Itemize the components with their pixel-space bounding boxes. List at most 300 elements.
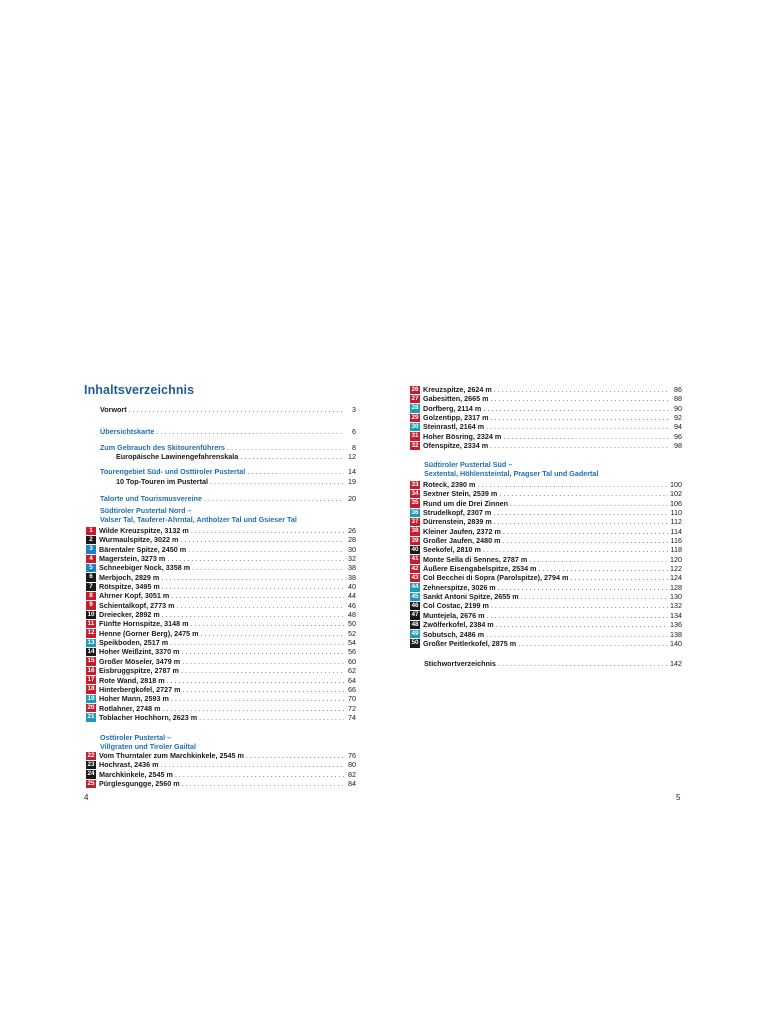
toc-entry-text: Bärentaler Spitze, 2450 m [99,544,187,554]
toc-entry-text: Sankt Antoni Spitze, 2655 m [423,592,519,602]
tour-entry [410,555,682,564]
toc-entry-title [410,555,527,564]
toc-entry-title [410,441,488,450]
tour-entry [410,639,682,648]
index-entry [424,659,682,668]
tour-entry [86,713,356,722]
toc-entry-title [86,657,180,666]
toc-entry-title [86,751,244,760]
toc-entry-text: Magerstein, 3273 m [99,554,166,564]
toc-entry-page: 20 [348,494,356,504]
tour-entry [410,508,682,517]
toc-entry-page: 26 [348,526,356,535]
dot-leader [499,489,668,498]
toc-entry-page: 14 [348,467,356,477]
toc-entry-text: Talorte und Tourismusvereine [100,494,202,504]
toc-entry-page: 142 [670,659,682,668]
toc-entry-title [86,545,186,554]
tour-number-badge: 18 [87,685,95,693]
tour-number-badge: 4 [86,555,96,563]
tour-number-badge: 50 [411,639,419,647]
toc-entry-text: Hoher Weißzint, 3370 m [99,647,180,657]
dot-leader [493,508,668,517]
dot-leader [183,685,345,694]
toc-entry-title [410,536,501,545]
tour-list-ost [87,751,356,789]
toc-entry-title [86,704,161,713]
tour-number-badge: 19 [87,694,95,702]
toc-entry-title [116,452,238,461]
folio-left: 4 [84,793,89,802]
tour-entry [410,489,682,498]
front-entry [100,443,356,452]
front-entry [100,467,356,476]
toc-entry-page: 62 [348,666,356,676]
toc-entry-page: 30 [348,544,356,554]
toc-entry-text: Henne (Gorner Berg), 2475 m [99,628,199,638]
toc-entry-text: Marchkinkele, 2545 m [99,769,173,779]
toc-entry-text: Ahrner Kopf, 3051 m [99,591,170,601]
tour-number-badge: 7 [86,583,96,591]
tour-number-badge: 29 [411,413,419,421]
toc-entry-page: 28 [348,535,356,545]
toc-entry-title [86,535,178,544]
tour-entry [86,638,356,647]
toc-entry-page: 84 [348,779,356,789]
dot-leader [477,480,668,489]
tour-entry [410,517,682,526]
toc-entry-title [86,591,169,600]
dot-leader [510,499,668,508]
dot-leader [167,676,344,685]
dot-leader [199,713,344,722]
tour-number-badge: 42 [411,564,419,572]
dot-leader [494,517,669,526]
dot-leader [498,583,668,592]
tour-number-badge: 31 [411,432,419,440]
tour-entry [86,779,356,788]
tour-entry [86,704,356,713]
toc-entry-title [410,573,568,582]
toc-entry-title [410,508,491,517]
toc-entry-page: 46 [348,600,356,610]
section-ost-heading [100,733,356,751]
toc-entry-page: 40 [348,582,356,592]
tour-number-badge: 34 [411,489,419,497]
front-entry [100,452,356,461]
toc-entry-page: 90 [674,403,682,413]
tour-entry [86,554,356,563]
toc-entry-text: Vorwort [100,405,127,414]
toc-entry-page: 132 [670,601,682,611]
toc-entry-page: 102 [670,489,682,499]
toc-entry-text: Übersichtskarte [100,427,155,437]
dot-leader [190,619,344,628]
section-nord-line1: Südtiroler Pustertal Nord – [100,506,192,515]
toc-entry-text: Hoher Mann, 2593 m [99,694,169,704]
dot-leader [182,779,344,788]
tour-number-badge: 33 [411,480,419,488]
tour-entry [86,666,356,675]
toc-entry-page: 8 [352,442,356,452]
toc-entry-page: 64 [348,675,356,685]
tour-entry [410,404,682,413]
front-entry [100,427,356,436]
tour-entry [86,760,356,769]
tour-entry [86,563,356,572]
dot-leader [163,704,344,713]
toc-entry-text: Europäische Lawinengefahrenskala [116,452,239,462]
toc-entry-page: 98 [674,441,682,451]
tour-number-badge: 14 [87,647,95,655]
dot-leader [503,432,670,441]
dot-leader [182,647,344,656]
toc-entry-title [86,629,198,638]
toc-entry-page: 56 [348,647,356,657]
dot-leader [490,441,670,450]
tour-number-badge: 25 [87,779,95,787]
tour-number-badge: 46 [411,601,419,609]
dot-leader [494,385,670,394]
toc-entry-title [86,666,179,675]
toc-entry-page: 106 [670,498,682,508]
toc-entry-text: Zwölferkofel, 2384 m [423,620,494,630]
dot-leader [529,555,668,564]
tour-entry [86,619,356,628]
dot-leader [483,404,670,413]
toc-entry-text: Seekofel, 2810 m [423,545,481,555]
toc-entry-page: 72 [348,703,356,713]
dot-leader [200,629,344,638]
toc-entry-text: Golzentipp, 2317 m [423,413,489,423]
tour-number-badge: 6 [86,573,96,581]
front-entry [100,494,356,503]
toc-entry-page: 110 [670,508,682,518]
tour-entry [410,441,682,450]
toc-entry-text: Dreiecker, 2892 m [99,610,160,620]
tour-entry [410,480,682,489]
toc-entry-title [410,630,484,639]
toc-entry-title [86,563,190,572]
dot-leader [161,573,344,582]
toc-title: Inhaltsverzeichnis [84,383,195,397]
tour-number-badge: 17 [87,676,95,684]
dot-leader [503,536,669,545]
toc-entry-title [86,638,168,647]
toc-entry-text: Sextner Stein, 2539 m [423,489,498,499]
toc-entry-page: 86 [674,385,682,394]
dot-leader [240,452,344,461]
toc-entry-title [86,601,175,610]
tour-entry [410,583,682,592]
toc-entry-title [410,499,508,508]
toc-entry-page: 96 [674,431,682,441]
toc-entry-title [86,573,159,582]
dot-leader [496,620,668,629]
toc-entry-title [410,545,481,554]
toc-entry-text: Stichwortverzeichnis [424,659,496,668]
tour-number-badge: 38 [411,527,419,535]
toc-entry-title [86,760,159,769]
tour-number-badge: 9 [86,601,96,609]
tour-number-badge: 21 [87,713,95,721]
toc-entry-title [86,713,197,722]
toc-entry-page: 124 [670,573,682,583]
tour-entry [86,685,356,694]
tour-entry [86,591,356,600]
tour-list-sued [411,480,682,648]
dot-leader [247,467,344,476]
toc-entry-page: 66 [348,684,356,694]
toc-entry-text: Toblacher Hochhorn, 2623 m [99,712,198,722]
toc-entry-page: 48 [348,610,356,620]
toc-entry-text: Strudelkopf, 2307 m [423,508,492,518]
toc-entry-title [116,477,208,486]
dot-leader [503,527,669,536]
tour-number-badge: 3 [86,545,96,553]
toc-entry-title [410,527,501,536]
toc-entry-page: 94 [674,422,682,432]
tour-number-badge: 11 [87,619,95,627]
toc-entry-title [410,592,519,601]
toc-entry-title [86,779,180,788]
dot-leader [486,422,670,431]
toc-entry-page: 32 [348,554,356,564]
tour-number-badge: 1 [86,527,96,535]
tour-entry [410,611,682,620]
toc-entry-title [410,422,484,431]
toc-entry-text: Speikboden, 2517 m [99,638,169,648]
toc-entry-title [100,405,127,414]
toc-entry-text: Sobutsch, 2486 m [423,629,485,639]
dot-leader [171,694,344,703]
toc-entry-text: Pürglesgungge, 2560 m [99,779,180,789]
toc-entry-page: 122 [670,564,682,574]
tour-entry [86,694,356,703]
dot-leader [175,770,344,779]
dot-leader [170,638,344,647]
toc-entry-page: 54 [348,638,356,648]
toc-entry-page: 3 [352,405,356,414]
tour-number-badge: 44 [411,583,419,591]
tour-number-badge: 49 [411,630,419,638]
toc-entry-title [410,404,481,413]
section-sued-heading [424,460,682,478]
toc-entry-text: Dürrenstein, 2839 m [423,517,492,527]
dot-leader [487,611,668,620]
toc-entry-page: 114 [670,526,682,536]
toc-entry-text: Rötspitze, 3495 m [99,582,160,592]
section-ost-line1: Osttiroler Pustertal – [100,733,172,742]
dot-leader [177,601,345,610]
toc-entry-text: Schientalkopf, 2773 m [99,600,175,610]
toc-entry-text: Hinterbergkofel, 2727 m [99,684,181,694]
tour-number-badge: 16 [87,666,95,674]
tour-entry [86,610,356,619]
toc-entry-text: Kleiner Jaufen, 2372 m [423,526,501,536]
toc-entry-text: Col Costac, 2199 m [423,601,489,611]
dot-leader [204,494,344,503]
tour-entry [86,545,356,554]
toc-entry-title [410,517,492,526]
tour-entry [410,630,682,639]
dot-leader [167,554,344,563]
tour-entry [86,526,356,535]
tour-entry [86,582,356,591]
dot-leader [491,601,668,610]
dot-leader [162,582,344,591]
toc-entry-title [86,610,160,619]
dot-leader [192,563,344,572]
toc-entry-text: Wurmaulspitze, 3022 m [99,535,179,545]
tour-entry [410,499,682,508]
toc-entry-page: 82 [348,769,356,779]
toc-entry-title [86,770,173,779]
toc-entry-page: 12 [348,452,356,462]
toc-entry-page: 19 [348,476,356,486]
tour-number-badge: 43 [411,573,419,581]
toc-entry-title [100,427,154,436]
tour-number-badge: 41 [411,555,419,563]
tour-number-badge: 37 [411,517,419,525]
tour-entry [410,536,682,545]
folio-right: 5 [676,793,681,802]
toc-entry-title [86,685,181,694]
toc-entry-text: Äußere Eisengabelspitze, 2534 m [423,564,537,574]
tour-number-badge: 15 [87,657,95,665]
tour-entry [86,751,356,760]
tour-number-badge: 27 [411,394,419,402]
tour-entry [86,657,356,666]
tour-list-right-top [411,385,682,451]
toc-entry-title [410,432,501,441]
toc-entry-page: 128 [670,582,682,592]
toc-entry-page: 140 [670,638,682,648]
tour-number-badge: 23 [87,760,95,768]
tour-entry [86,601,356,610]
tour-entry [410,573,682,582]
tour-entry [410,545,682,554]
toc-entry-page: 76 [348,751,356,760]
toc-entry-text: Hoher Bösring, 2324 m [423,431,502,441]
toc-entry-page: 70 [348,694,356,704]
front-matter-list [100,405,356,503]
toc-entry-title [410,639,516,648]
toc-entry-text: Steinrastl, 2164 m [423,422,485,432]
dot-leader [538,564,668,573]
toc-entry-page: 52 [348,628,356,638]
toc-entry-text: Rotlahner, 2748 m [99,703,161,713]
toc-entry-text: Vom Thurntaler zum Marchkinkele, 2545 m [99,751,244,760]
toc-entry-text: Rund um die Drei Zinnen [423,498,509,508]
tour-entry [410,432,682,441]
toc-entry-page: 100 [670,480,682,489]
toc-entry-text: Fünfte Hornspitze, 3148 m [99,619,189,629]
tour-number-badge: 13 [87,638,95,646]
tour-entry [86,573,356,582]
tour-number-badge: 26 [411,385,419,393]
toc-entry-page: 116 [670,536,682,546]
toc-entry-text: Großer Jaufen, 2480 m [423,536,501,546]
toc-entry-title [86,526,189,535]
dot-leader [181,666,344,675]
tour-number-badge: 45 [411,592,419,600]
index-entry-row [424,659,682,668]
dot-leader [486,630,668,639]
toc-entry-title [424,659,496,668]
toc-entry-text: Hochrast, 2436 m [99,760,159,770]
section-sued-line1: Südtiroler Pustertal Süd – [424,460,513,469]
tour-entry [410,620,682,629]
dot-leader [162,610,344,619]
tour-number-badge: 36 [411,508,419,516]
dot-leader [191,526,344,535]
dot-leader [180,535,344,544]
toc-entry-title [100,443,225,452]
dot-leader [210,477,344,486]
dot-leader [521,592,668,601]
toc-entry-page: 80 [348,760,356,770]
toc-entry-text: Merbjoch, 2829 m [99,572,160,582]
toc-entry-text: Rote Wand, 2818 m [99,675,165,685]
toc-entry-page: 130 [670,592,682,602]
toc-entry-text: Zehnerspitze, 3026 m [423,582,496,592]
dot-leader [129,405,344,414]
tour-list-nord [87,526,356,722]
tour-number-badge: 35 [411,499,419,507]
toc-entry-page: 138 [670,629,682,639]
tour-entry [410,385,682,394]
tour-number-badge: 5 [86,564,96,572]
dot-leader [171,591,344,600]
toc-entry-page: 44 [348,591,356,601]
toc-entry-text: Eisbruggspitze, 2787 m [99,666,179,676]
toc-entry-title [410,620,494,629]
toc-entry-page: 38 [348,572,356,582]
toc-entry-title [410,611,485,620]
toc-entry-title [410,583,496,592]
toc-entry-title [410,413,489,422]
tour-number-badge: 8 [86,592,96,600]
toc-entry-text: Gabesitten, 2665 m [423,394,489,404]
toc-entry-page: 74 [348,712,356,722]
tour-number-badge: 32 [411,441,419,449]
dot-leader [161,760,344,769]
toc-entry-text: 10 Top-Touren im Pustertal [116,476,208,486]
front-entry [100,477,356,486]
toc-entry-text: Großer Möseler, 3479 m [99,656,181,666]
toc-entry-page: 50 [348,619,356,629]
dot-leader [246,751,344,760]
dot-leader [498,659,668,668]
dot-leader [483,545,669,554]
tour-entry [410,413,682,422]
toc-entry-text: Wilde Kreuzspitze, 3132 m [99,526,189,535]
tour-number-badge: 47 [411,611,419,619]
toc-entry-page: 6 [352,427,356,437]
dot-leader [182,657,344,666]
toc-entry-text: Kreuzspitze, 2624 m [423,385,492,394]
toc-entry-text: Tourengebiet Süd- und Osttiroler Pustertal [100,467,246,477]
toc-entry-text: Großer Peitlerkofel, 2875 m [423,638,517,648]
toc-entry-title [100,467,245,476]
toc-entry-title [86,582,160,591]
tour-number-badge: 39 [411,536,419,544]
toc-entry-title [86,619,188,628]
toc-entry-title [410,480,475,489]
tour-entry [86,676,356,685]
toc-entry-title [86,554,165,563]
